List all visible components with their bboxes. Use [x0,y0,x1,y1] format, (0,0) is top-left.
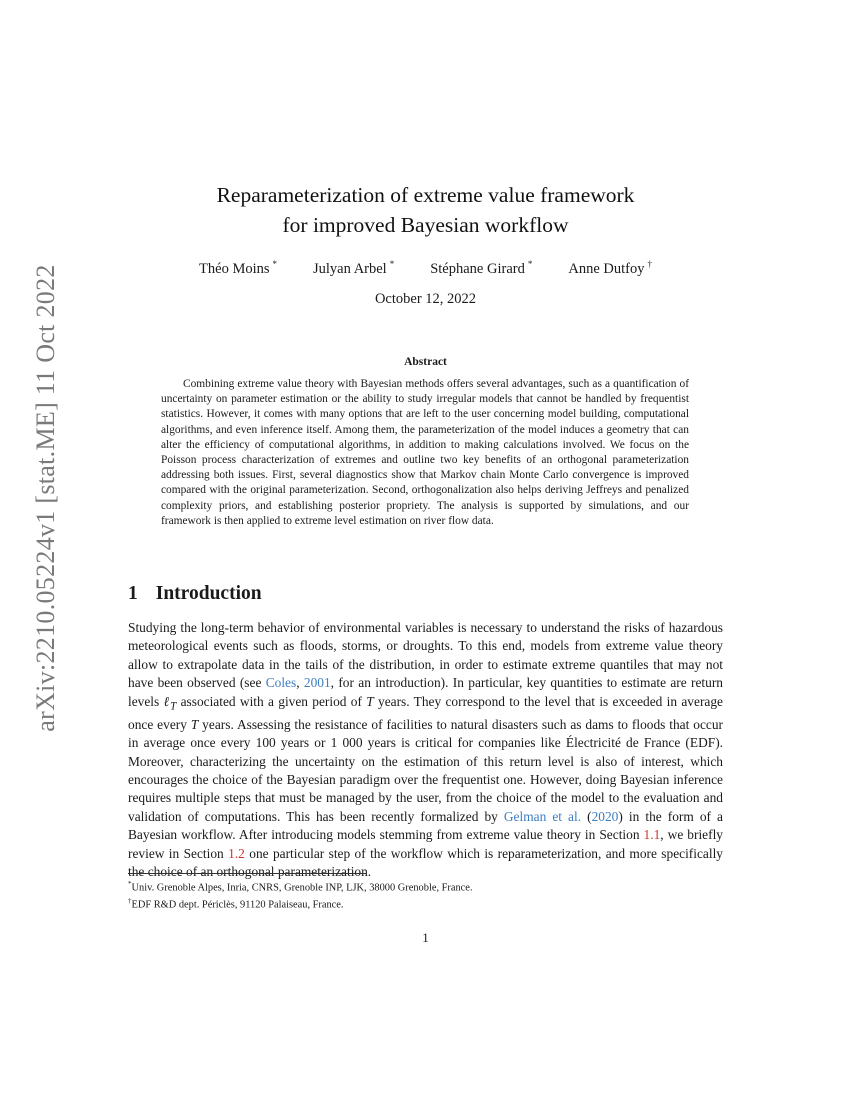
footnote-divider [128,873,366,874]
citation-link[interactable]: Coles [265,675,297,691]
section-heading [128,583,262,605]
paper-date: October 12, 2022 [374,291,477,307]
section-number: 1 [128,583,138,604]
citation-year-link[interactable]: 2020 [591,808,619,824]
title-line-2: for improved Bayesian workflow [282,213,569,237]
abstract-text: Combining extreme value theory with Bayesian methods offers several advantages, such as a quantification of uncertainty on parameter estimation or the ability to study irregular models that cannot be handled by frequentist statistics. However, it comes with many options that are left to the user concerning model building, computational algorithms, and even inference itself. Among them, the parameterization of the model induces a geometry that can alter the efficiency of computational algorithms, in addition to making calculations involved. We focus on the Poisson process characterization of extremes and outline two key benefits of an orthogonal parameterization addressing both issues. First, several diagnostics show that Markov chain Monte Carlo convergence is improved compared with the original parameterization. Second, orthogonalization also helps deriving Jeffreys and penalized complexity priors, and establishing posterior propriety. The analysis is supported by simulations, and our framework is then applied to extreme level estimation on river flow data. [161,378,689,527]
section-ref-link[interactable]: 1.2 [228,845,245,861]
footnote: †EDF R&D dept. Périclès, 91120 Palaiseau, France. [128,896,344,911]
author-list [128,259,723,278]
section-title: Introduction [155,583,262,604]
author: Julyan Arbel * [313,259,395,277]
citation-year-link[interactable]: 2001 [303,675,331,691]
abstract-heading: Abstract [404,356,447,368]
page-number: 1 [422,930,429,945]
footnote: *Univ. Grenoble Alpes, Inria, CNRS, Grenoble INP, LJK, 38000 Grenoble, France. [128,880,473,894]
introduction-paragraph: Studying the long-term behavior of environmental variables is necessary to understand the risks of hazardous meteorological events such as floods, storms, or droughts. To this end, models from extreme value theory allow to extrapolate data in the tails of the distribution, in order to estimate extreme quantiles that may not have been observed (see Coles, 2001, for an introduction). In particular, key quantities to estimate are return levels ℓ$_T$ associated with a given period of T years. They correspond to the level that is exceeded in average once every T years. Assessing the resistance of facilities to natural disasters such as dams to floods that occur in average once every 100 years or 1 000 years is critical for companies like Électricité de France (EDF). Moreover, characterizing the uncertainty on the estimation of this return level is also of interest, which encourages the choice of the Bayesian paradigm over the frequentist one. However, doing Bayesian inference requires multiple steps that must be managed by the user, from the choice of the model to the evaluation and validation of computations. This has been recently formalized by Gelman et al. (2020) in the form of a Bayesian workflow. After introducing models stemming from extreme value theory in Section 1.1, we briefly review in Section 1.2 one particular step of the workflow which is reparameterization, and more specifically the choice of an orthogonal parameterization. [128,620,723,879]
author: Stéphane Girard * [430,259,533,277]
footnotes [128,878,723,912]
author: Théo Moins * [199,259,278,277]
section-ref-link[interactable]: 1.1 [643,827,661,843]
title-line-1: Reparameterization of extreme value framework [216,183,635,207]
arxiv-identifier: arXiv:2210.05224v1 [stat.ME] 11 Oct 2022 [31,264,60,732]
paper-title [128,180,723,240]
arxiv-sidebar [20,264,72,732]
citation-link[interactable]: Gelman et al. [503,808,582,824]
author: Anne Dutfoy † [568,259,652,277]
